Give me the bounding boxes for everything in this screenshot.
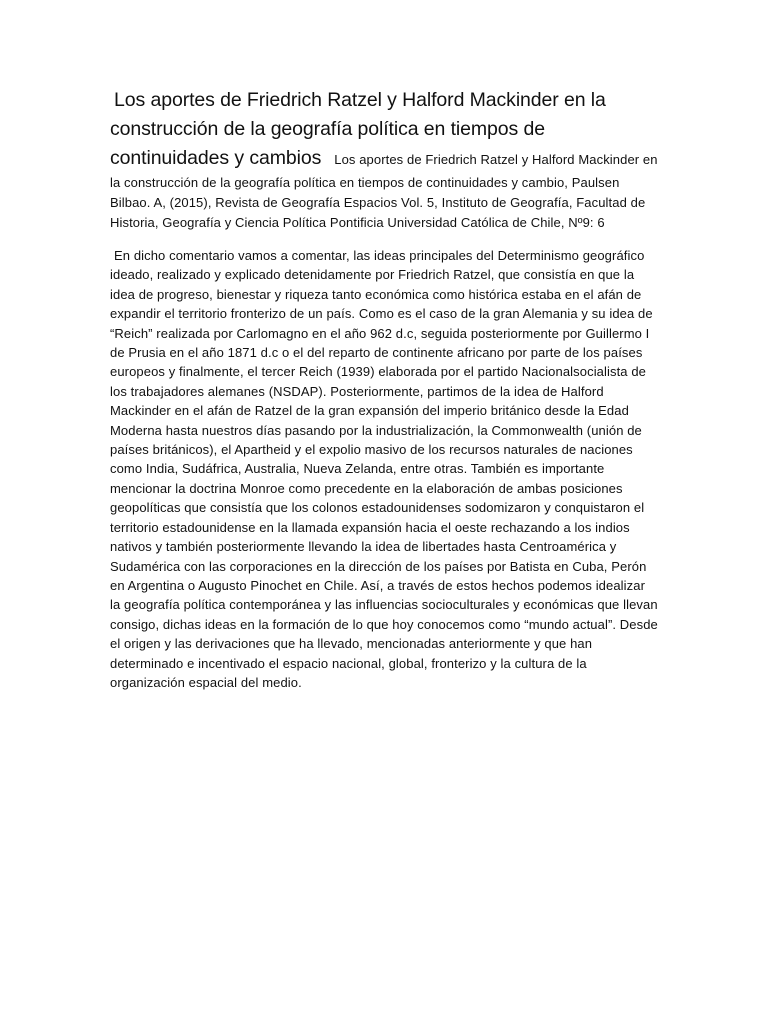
- body-text: En dicho comentario vamos a comentar, las ideas principales del Determinismo geográfico ideado, realizado y explicado detenidamente por Friedrich Ratzel, que consistía en que la idea de progreso, bienestar y riqueza tanto económica como histórica estaba en el afán de expandir el territorio fronterizo de un país. Como es el caso de la gran Alemania y su idea de “Reich” realizada por Carlomagno en el año 962 d.c, seguida posteriormente por Guillermo I de Prusia en el año 1871 d.c o el del reparto de continente africano por parte de los países europeos y finalmente, el tercer Reich (1939) elaborada por el partido Nacionalsocialista de los trabajadores alemanes (NSDAP). Posteriormente, partimos de la idea de Halford Mackinder en el afán de Ratzel de la gran expansión del imperio británico desde la Edad Moderna hasta nuestros días pasando por la industrialización, la Commonwealth (unión de países británicos), el Apartheid y el expolio masivo de los recursos naturales de naciones como India, Sudáfrica, Australia, Nueva Zelanda, entre otras. También es importante mencionar la doctrina Monroe como precedente en la elaboración de ambas posiciones geopolíticas que consistía que los colonos estadounidenses sodomizaron y conquistaron el territorio estadounidense en la llamada expansión hacia el oeste rechazando a los indios nativos y también posteriormente llevando la idea de libertades hasta Centroamérica y Sudamérica con las corporaciones en la dirección de los países por Batista en Cuba, Perón en Argentina o Augusto Pinochet en Chile. Así, a través de estos hechos podemos idealizar la geografía política contemporánea y las influencias socioculturales y económicas que llevan consigo, dichas ideas en la formación de lo que hoy conocemos como “mundo actual”. Desde el origen y las derivaciones que ha llevado, mencionadas anteriormente y que han determinado e incentivado el espacio nacional, global, fronterizo y la cultura de la organización espacial del medio.: [110, 248, 658, 690]
- bibliographic-reference: Los aportes de Friedrich Ratzel y Halford Mackinder en la construcción de la geografía política en tiempos de continuidades y cambio, Paulsen Bilbao. A, (2015), Revista de Geografía Espacios Vol. 5, Instituto de Geografía, Facultad de Historia, Geografía y Ciencia Política Pontificia Universidad Católica de Chile, Nº9: 6: [110, 152, 658, 230]
- document-title: Los aportes de Friedrich Ratzel y Halford Mackinder en la construcción de la geografía política en tiempos de continuidades y cambios: [110, 89, 606, 169]
- body-paragraph: [110, 246, 658, 692]
- document-page: [110, 86, 658, 692]
- heading-block: [110, 86, 658, 233]
